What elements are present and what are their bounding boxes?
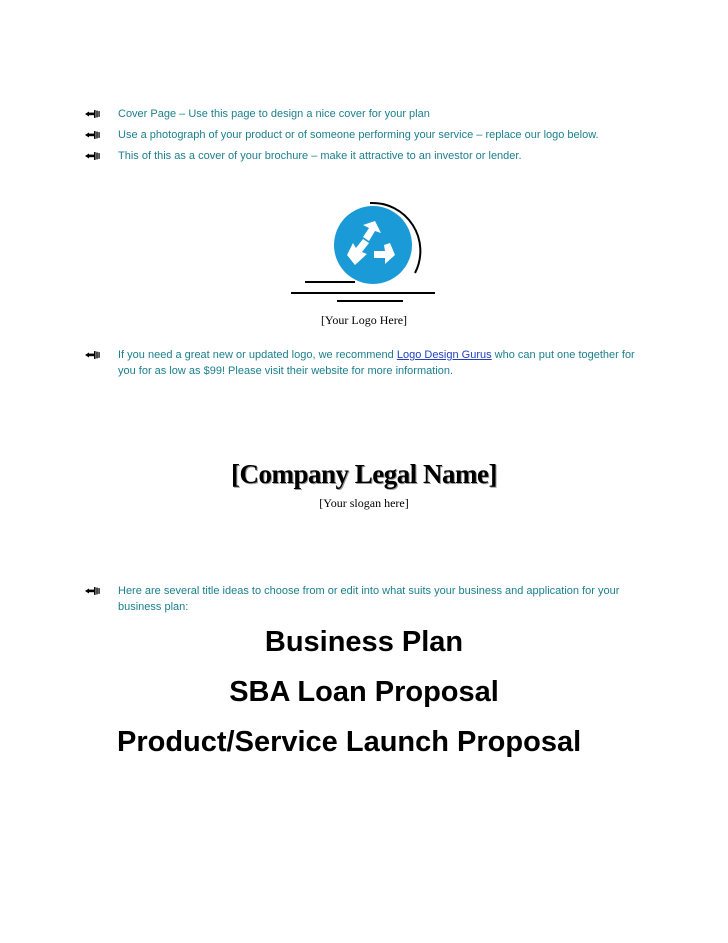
- title-product-service-launch: Product/Service Launch Proposal: [117, 726, 582, 758]
- tip-text: Cover Page – Use this page to design a nice cover for your plan: [118, 108, 430, 120]
- pointing-hand-icon: [84, 585, 102, 597]
- pointing-hand-icon: [84, 349, 102, 361]
- tip-cover-page: [84, 106, 644, 122]
- tip-title-ideas: [84, 583, 644, 615]
- tip-photograph: [84, 127, 644, 143]
- pointing-hand-icon: [84, 150, 102, 162]
- tip-text: Use a photograph of your product or of someone performing your service – replace our logo below.: [118, 129, 599, 141]
- tip-text-before: If you need a great new or updated logo, we recommend: [118, 349, 397, 361]
- company-name: [Company Legal Name]: [231, 459, 497, 489]
- tip-logo-design: [84, 347, 644, 379]
- title-business-plan: Business Plan: [264, 626, 464, 658]
- logo-design-gurus-link[interactable]: Logo Design Gurus: [396, 349, 492, 361]
- tip-text: [118, 347, 644, 379]
- pointing-hand-icon: [84, 108, 102, 120]
- logo-graphic: [285, 195, 445, 305]
- tip-brochure: [84, 148, 644, 164]
- title-sba-loan-proposal: SBA Loan Proposal: [229, 676, 499, 708]
- company-slogan: [Your slogan here]: [319, 496, 409, 510]
- logo-caption: [Your Logo Here]: [320, 313, 408, 327]
- tip-text: This of this as a cover of your brochure – make it attractive to an investor or lender.: [118, 150, 522, 162]
- tip-text: Here are several title ideas to choose from or edit into what suits your business and application for your business plan:: [118, 585, 620, 613]
- logo-circle: [334, 206, 412, 284]
- pointing-hand-icon: [84, 129, 102, 141]
- tip-text-after: who can put one together for you for as low as $99! Please visit their website for more information.: [118, 349, 635, 377]
